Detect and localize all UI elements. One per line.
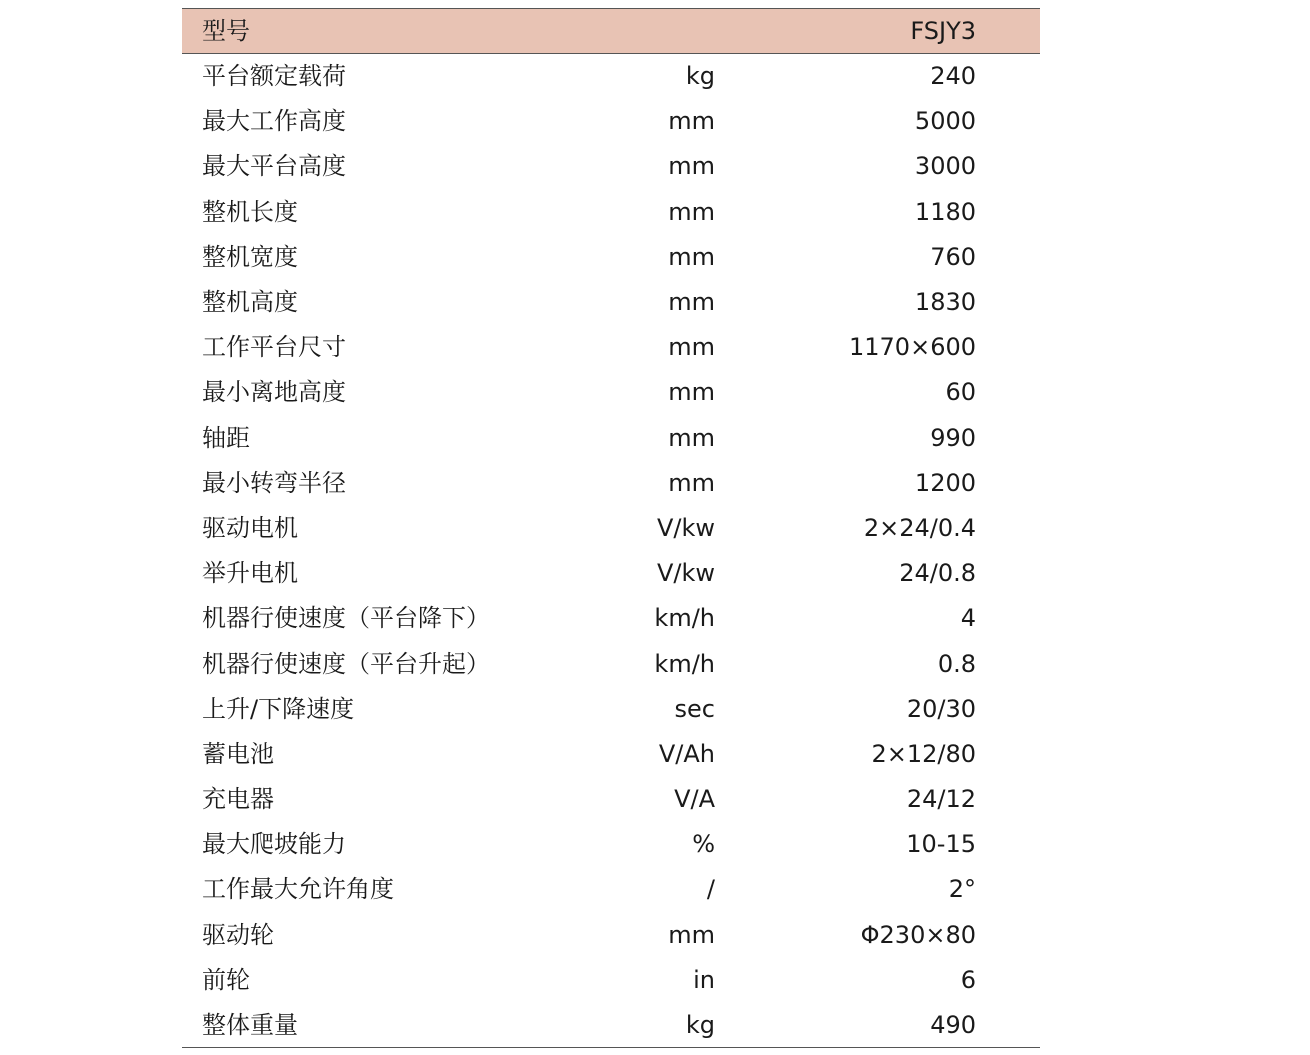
spec-value: 2×24/0.4 [863,513,976,542]
spec-unit: kg [685,62,715,91]
spec-value: Φ230×80 [860,920,976,949]
spec-unit: mm [668,197,715,226]
spec-unit: mm [668,107,715,136]
spec-unit: mm [668,288,715,317]
spec-name: 驱动轮 [202,920,274,949]
spec-unit: V/kw [656,513,715,542]
table-row [182,505,1040,550]
spec-table [182,8,1040,1048]
spec-name: 工作平台尺寸 [202,333,346,362]
spec-unit: mm [668,242,715,271]
model-value: FSJY3 [715,9,1040,54]
spec-value: 20/30 [906,694,976,723]
table-row [182,1002,1040,1047]
spec-value: 1830 [914,288,976,317]
spec-unit: mm [668,152,715,181]
table-row [182,596,1040,641]
spec-value: 240 [930,62,976,91]
table-row [182,957,1040,1002]
spec-name: 整机长度 [202,197,298,226]
table-row [182,370,1040,415]
model-label: 型号 [182,9,562,54]
table-row [182,325,1040,370]
spec-value: 990 [930,423,976,452]
table-row [182,912,1040,957]
spec-unit: km/h [654,604,715,633]
spec-name: 最小转弯半径 [202,468,346,497]
table-row [182,731,1040,776]
spec-value: 5000 [914,107,976,136]
spec-unit: mm [668,468,715,497]
spec-name: 最大工作高度 [202,107,346,136]
spec-value: 0.8 [937,649,976,678]
spec-table-header [182,9,1040,54]
spec-name: 前轮 [202,965,250,994]
spec-value: 60 [945,378,976,407]
spec-unit: in [693,965,715,994]
spec-unit: sec [674,694,715,723]
table-row [182,460,1040,505]
spec-unit: kg [562,1002,715,1047]
spec-unit: V/Ah [658,739,715,768]
spec-unit: km/h [654,649,715,678]
spec-name: 机器行使速度（平台升起） [202,649,490,678]
table-row [182,822,1040,867]
spec-value: 2×12/80 [871,739,976,768]
table-row [182,415,1040,460]
table-row [182,234,1040,279]
spec-name: 整体重量 [182,1002,562,1047]
spec-name: 轴距 [202,423,250,452]
spec-name: 最大平台高度 [202,152,346,181]
spec-value: 760 [930,242,976,271]
table-row [182,189,1040,234]
table-row [182,279,1040,324]
spec-value: 24/0.8 [899,559,976,588]
spec-name: 最小离地高度 [202,378,346,407]
spec-unit: mm [668,378,715,407]
header-row [182,9,1040,54]
table-row [182,551,1040,596]
spec-name: 平台额定载荷 [202,62,346,91]
spec-name: 驱动电机 [202,513,298,542]
unit-header [562,9,715,54]
spec-name: 蓄电池 [202,739,274,768]
spec-unit: % [692,830,715,859]
spec-unit: mm [668,333,715,362]
spec-name: 举升电机 [202,559,298,588]
spec-name: 整机宽度 [202,242,298,271]
spec-value: 24/12 [906,785,976,814]
spec-value: 4 [960,604,976,633]
spec-value: 1180 [914,197,976,226]
spec-value: 6 [960,965,976,994]
table-row [182,686,1040,731]
spec-table-body [182,54,1040,1048]
spec-value: 10-15 [906,830,976,859]
spec-unit: V/kw [656,559,715,588]
spec-unit: / [706,875,715,904]
spec-name: 工作最大允许角度 [202,875,394,904]
table-row [182,777,1040,822]
table-row [182,144,1040,189]
spec-value: 490 [715,1002,1040,1047]
spec-unit: mm [668,423,715,452]
spec-name: 机器行使速度（平台降下） [202,604,490,633]
spec-name: 最大爬坡能力 [202,830,346,859]
spec-value: 2° [948,875,976,904]
spec-unit: V/A [674,785,715,814]
spec-unit: mm [668,920,715,949]
spec-value: 3000 [914,152,976,181]
spec-name: 上升/下降速度 [202,694,355,723]
spec-value: 1200 [914,468,976,497]
table-row [182,99,1040,144]
table-row [182,54,1040,99]
spec-name: 充电器 [202,785,274,814]
table-row [182,641,1040,686]
table-row [182,867,1040,912]
spec-name: 整机高度 [202,288,298,317]
spec-value: 1170×600 [849,333,976,362]
